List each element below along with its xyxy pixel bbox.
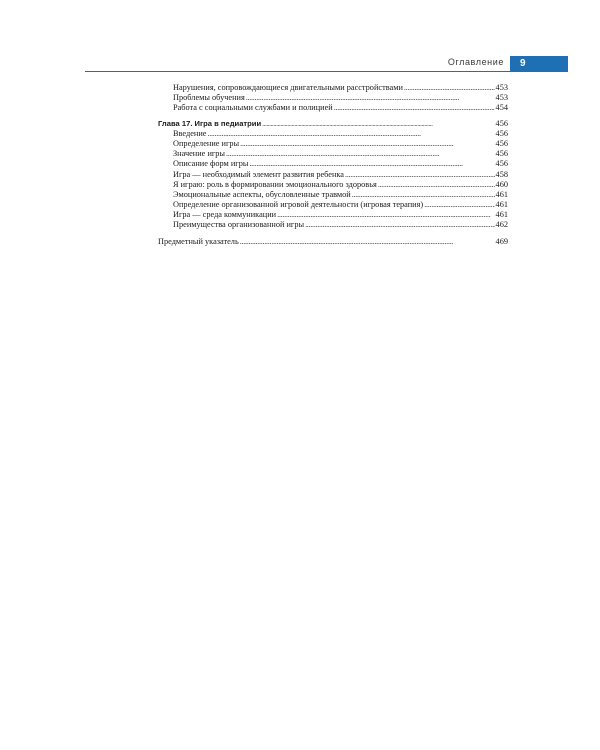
toc-entry[interactable] (158, 103, 508, 113)
dot-leader (207, 129, 494, 139)
page-number-tab: 9 (510, 56, 568, 72)
toc-entry[interactable] (158, 210, 508, 220)
header-rule (85, 71, 568, 72)
toc-entry-title: Я играю: роль в формировании эмоционального здоровья (173, 179, 377, 189)
dot-leader (240, 139, 494, 149)
dot-leader (305, 220, 494, 230)
toc-chapter-page: 456 (495, 118, 508, 128)
toc-entry-page: 460 (495, 179, 508, 189)
toc-entry[interactable] (158, 200, 508, 210)
toc-entry-title: Работа с социальными службами и полицией (173, 103, 333, 113)
toc-entry-title: Введение (173, 128, 207, 138)
toc-entry-title: Проблемы обучения (173, 93, 245, 103)
dot-leader (404, 83, 495, 93)
dot-leader (262, 119, 494, 129)
toc-entry-page: 456 (495, 159, 508, 169)
toc-entry-page: 461 (495, 200, 508, 210)
dot-leader (352, 190, 495, 200)
toc-entry-page: 461 (495, 210, 508, 220)
toc-entry-title: Значение игры (173, 149, 226, 159)
dot-leader (226, 149, 495, 159)
toc-index-title: Предметный указатель (158, 236, 239, 246)
toc-entry-page: 458 (495, 169, 508, 179)
toc-entry-title: Игра — необходимый элемент развития ребенка (173, 169, 344, 179)
toc-entry-title: Определение организованной игровой деятельности (игровая терапия) (173, 200, 424, 210)
dot-leader (424, 200, 494, 210)
dot-leader (246, 93, 495, 103)
toc-entry[interactable] (158, 83, 508, 93)
toc-index-entry[interactable] (158, 237, 508, 247)
toc-entry-title: Эмоциональные аспекты, обусловленные травмой (173, 189, 351, 199)
toc-chapter-title: Глава 17. Игра в педиатрии (158, 118, 262, 128)
toc-entry[interactable] (158, 170, 508, 180)
toc-entry[interactable] (158, 139, 508, 149)
toc-entry[interactable] (158, 93, 508, 103)
table-of-contents (158, 83, 508, 247)
toc-entry[interactable] (158, 129, 508, 139)
dot-leader (345, 170, 495, 180)
toc-entry-page: 453 (495, 93, 508, 103)
toc-entry-page: 456 (495, 138, 508, 148)
dot-leader (240, 237, 495, 247)
dot-leader (334, 103, 495, 113)
dot-leader (249, 159, 494, 169)
toc-entry-title: Преимущества организованной игры (173, 220, 305, 230)
toc-entry-page: 462 (495, 220, 508, 230)
toc-entry[interactable] (158, 220, 508, 230)
running-title: Оглавление (447, 57, 504, 67)
toc-entry[interactable] (158, 149, 508, 159)
toc-entry-title: Определение игры (173, 138, 240, 148)
toc-entry[interactable] (158, 159, 508, 169)
toc-entry[interactable] (158, 180, 508, 190)
toc-chapter-heading[interactable] (158, 119, 508, 129)
toc-entry-page: 454 (495, 103, 508, 113)
page-header (85, 56, 568, 72)
dot-leader (277, 210, 494, 220)
toc-entry-page: 456 (495, 149, 508, 159)
toc-index-page: 469 (495, 236, 508, 246)
dot-leader (378, 180, 495, 190)
toc-entry-title: Нарушения, сопровождающиеся двигательными расстройствами (173, 83, 403, 92)
toc-entry-page: 453 (495, 83, 508, 92)
toc-entry[interactable] (158, 190, 508, 200)
toc-entry-page: 456 (495, 128, 508, 138)
toc-entry-page: 461 (495, 189, 508, 199)
toc-entry-title: Игра — среда коммуникации (173, 210, 277, 220)
toc-entry-title: Описание форм игры (173, 159, 249, 169)
